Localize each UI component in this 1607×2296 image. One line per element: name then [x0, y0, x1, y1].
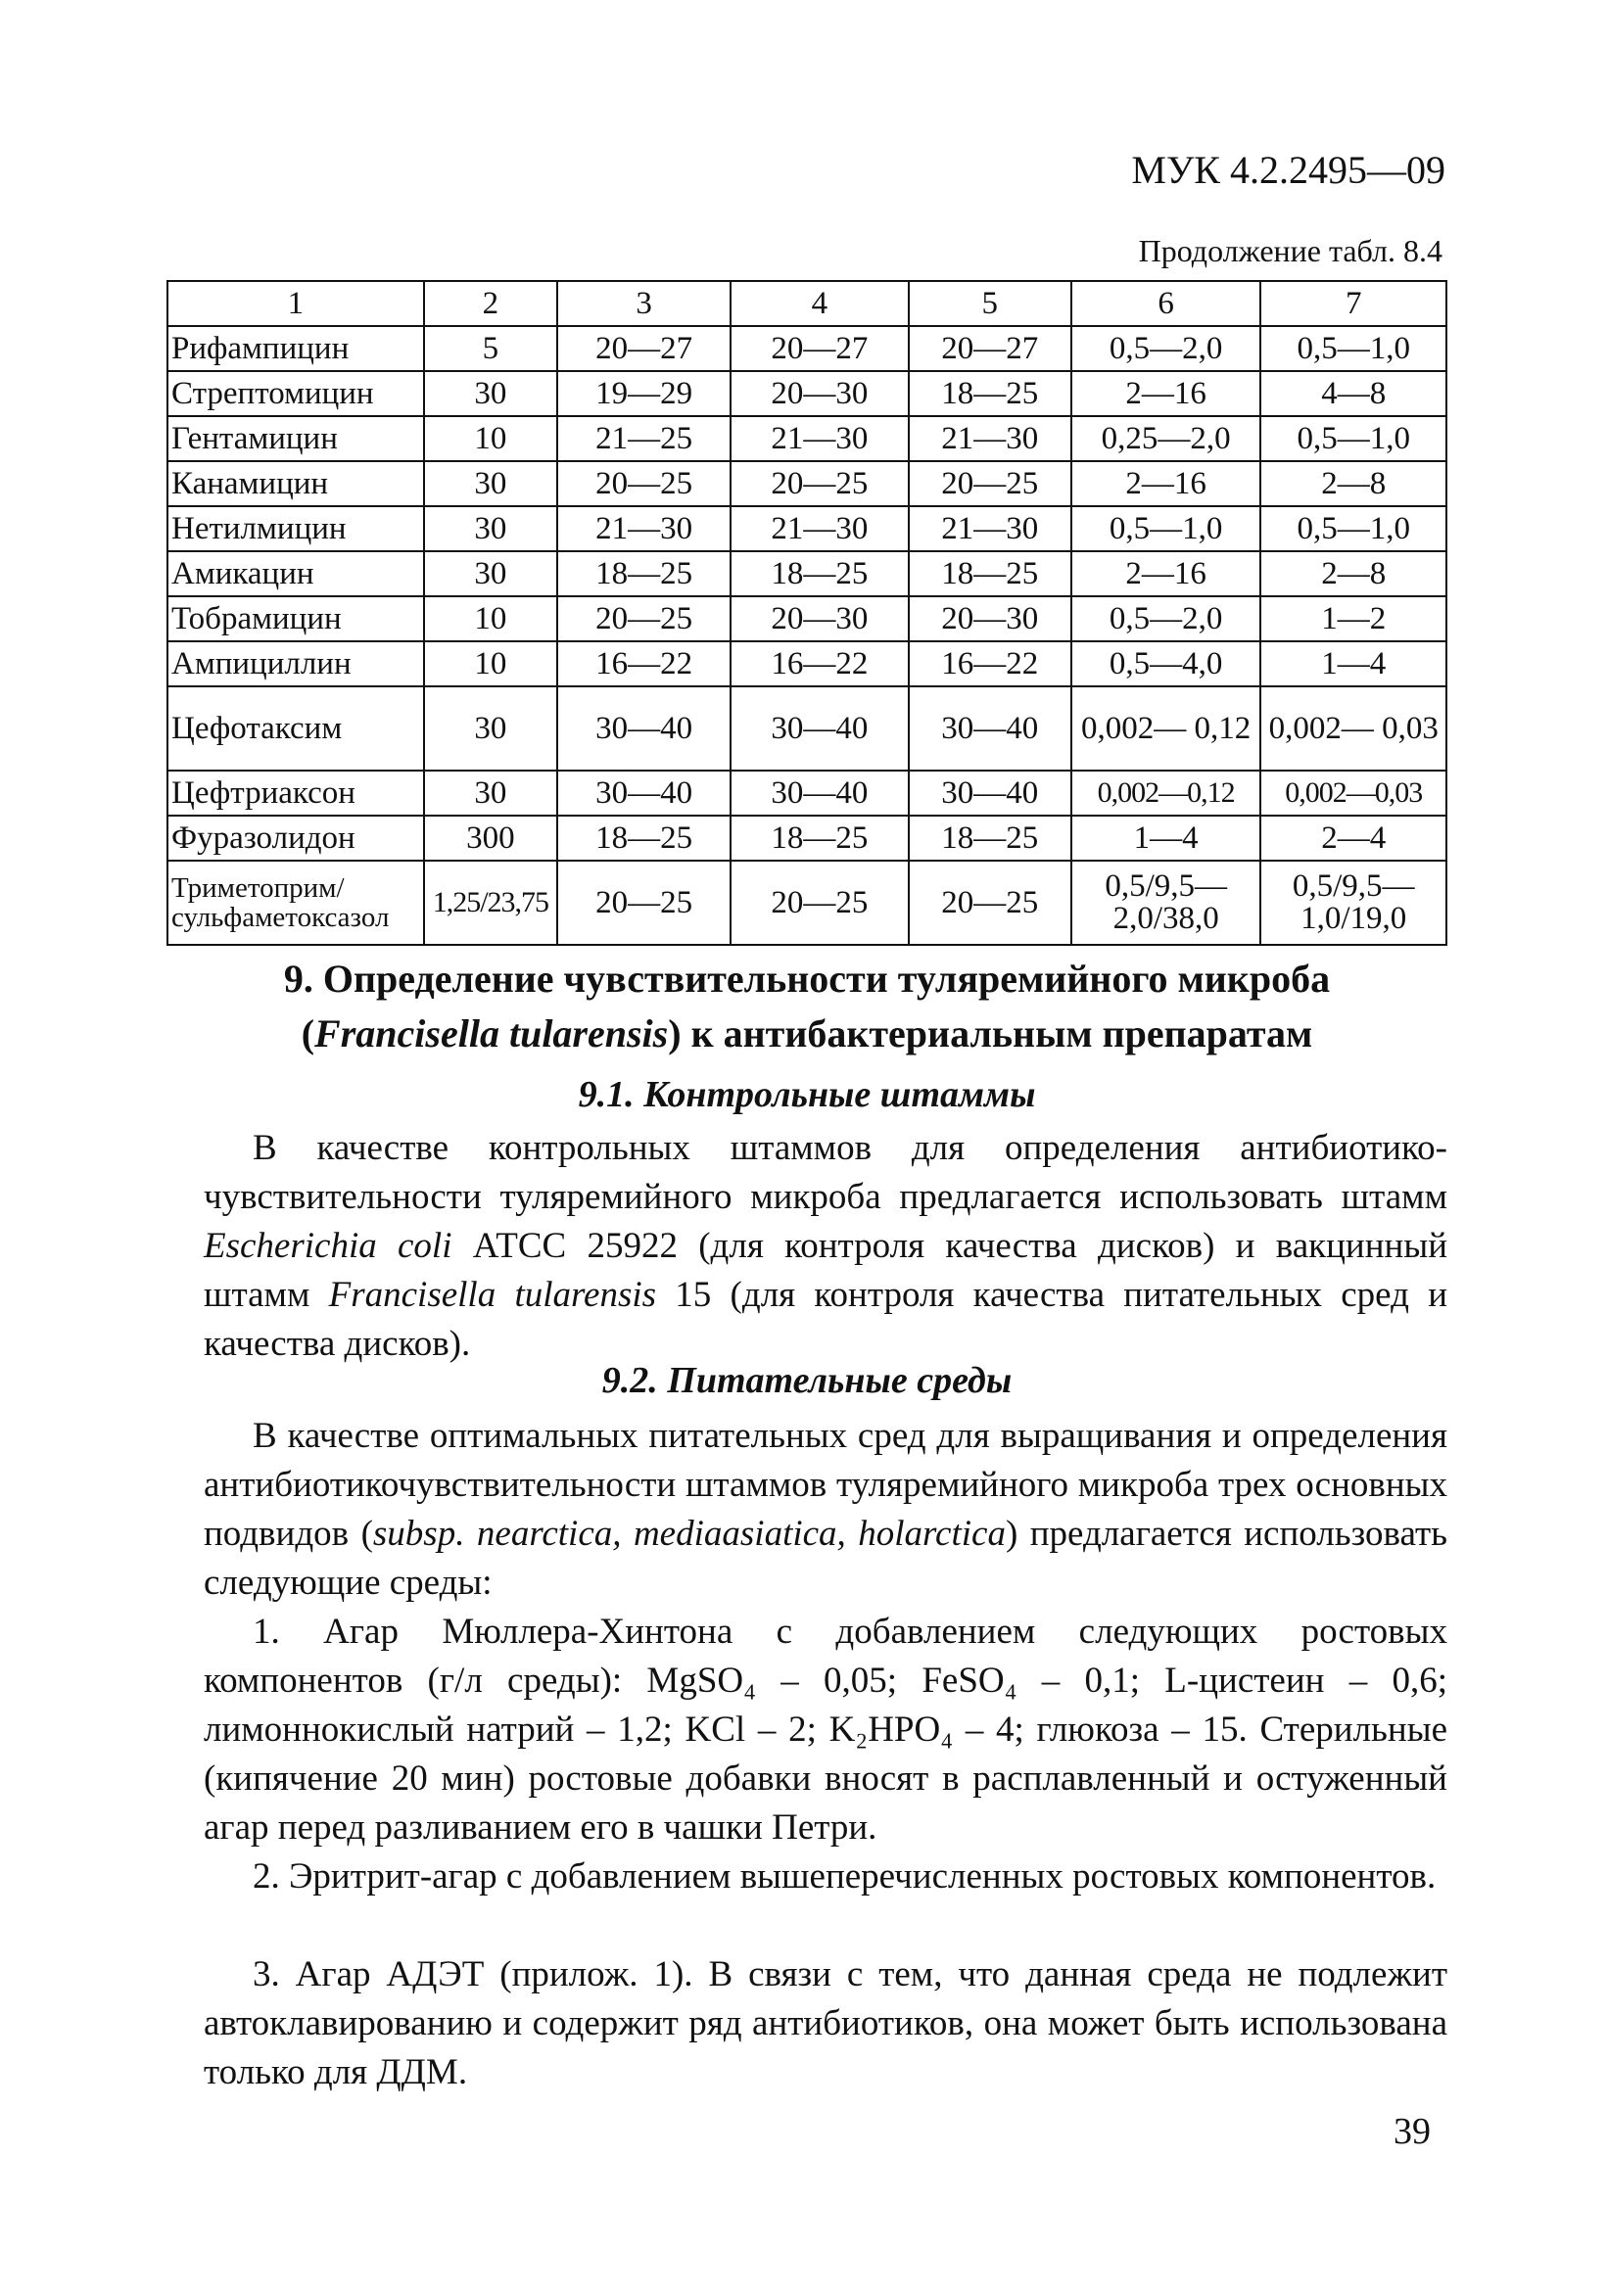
table-cell: 20—27	[731, 326, 908, 371]
table-cell: 0,5—4,0	[1071, 641, 1261, 686]
table-cell: 0,5/9,5— 2,0/38,0	[1071, 861, 1261, 945]
table-cell: 0,5—1,0	[1071, 506, 1261, 551]
table-cell: 20—25	[731, 461, 908, 506]
section-title-line1: 9. Определение чувствительности туляремийного микроба	[283, 957, 1331, 1001]
table-row	[167, 861, 1446, 945]
table-cell: 16—22	[557, 641, 731, 686]
paragraph-medium-2: 2. Эритрит-агар с добавлением вышеперечисленных ростовых компонентов.	[253, 1856, 1437, 1897]
latin-name: subsp. nearctica, mediaasiatica, holarctica	[372, 1514, 1006, 1554]
table-cell: 20—30	[731, 371, 908, 416]
table-cell: 10	[424, 641, 557, 686]
table-cell: 18—25	[731, 551, 908, 596]
table-cell: 0,5—1,0	[1260, 506, 1446, 551]
table-cell: 16—22	[731, 641, 908, 686]
paragraph-control-strains	[204, 1124, 1447, 1369]
table-cell: 0,5—1,0	[1260, 326, 1446, 371]
drug-name-cell: Цефотаксим	[167, 686, 424, 771]
table-cell: 20—27	[909, 326, 1071, 371]
table-cell: 30	[424, 551, 557, 596]
table-cell: 300	[424, 816, 557, 861]
section-title	[166, 952, 1447, 1061]
text-run: ) предлагается использовать следующие среды:	[204, 1514, 1447, 1603]
drug-name-cell: Нетилмицин	[167, 506, 424, 551]
table-row	[167, 816, 1446, 861]
paren-open: (	[301, 1011, 315, 1055]
table-header-cell: 6	[1071, 281, 1261, 326]
drug-name-cell: Стрептомицин	[167, 371, 424, 416]
table-cell: 20—30	[909, 596, 1071, 641]
table-cell: 30	[424, 771, 557, 816]
table-cell: 30—40	[557, 686, 731, 771]
table-cell: 21—30	[557, 506, 731, 551]
table-cell: 20—25	[557, 861, 731, 945]
table-row	[167, 416, 1446, 461]
table-cell: 30	[424, 371, 557, 416]
table-cell: 18—25	[731, 816, 908, 861]
table-cell: 2—16	[1071, 461, 1261, 506]
table-cell: 30	[424, 461, 557, 506]
section-title-rest: ) к антибактериальным препаратам	[668, 1011, 1313, 1055]
table-cell: 30—40	[557, 771, 731, 816]
text-run: В качестве оптимальных питательных сред для выращивания и определения антибиотикочувствительности штаммов туляремийного микроба трех основных подвидов (	[204, 1416, 1447, 1554]
section-title-line2	[166, 1007, 1447, 1061]
table-row	[167, 551, 1446, 596]
drug-name-cell: Канамицин	[167, 461, 424, 506]
table-row	[167, 461, 1446, 506]
table-cell: 20—30	[731, 596, 908, 641]
table-cell: 21—30	[731, 416, 908, 461]
section-title-latin: Francisella tularensis	[314, 1011, 669, 1055]
drug-name-cell: Фуразолидон	[167, 816, 424, 861]
table-cell: 10	[424, 596, 557, 641]
drug-name-cell: Гентамицин	[167, 416, 424, 461]
table-header-cell: 3	[557, 281, 731, 326]
drug-name-cell: Ампициллин	[167, 641, 424, 686]
table-cell: 30	[424, 686, 557, 771]
table-cell: 2—8	[1260, 461, 1446, 506]
text-run: В качестве контрольных штаммов для определения антибиотикочувствительности туляремийного микроба предлагается использовать штамм	[204, 1128, 1447, 1217]
paragraph-media-intro	[204, 1412, 1447, 1608]
table-cell: 0,002— 0,03	[1260, 686, 1446, 771]
drug-name-cell: Триметоприм/ сульфаметоксазол	[167, 861, 424, 945]
drug-name-cell: Тобрамицин	[167, 596, 424, 641]
drug-name-cell: Цефтриаксон	[167, 771, 424, 816]
table-cell: 30—40	[731, 771, 908, 816]
table-cell: 18—25	[909, 371, 1071, 416]
table-cell: 30—40	[909, 771, 1071, 816]
paragraph-medium-1: 1. Агар Мюллера-Хинтона с добавлением следующих ростовых компонентов (г/л среды): MgSO₄ – 0,05; FeSO₄ – 0,1; L-цистеин – 0,6; лимоннокислый натрий – 1,2; KCl – 2; K₂HPO₄ – 4; глюкоза – 15. Стерильные (кипячение 20 мин) ростовые добавки вносят в расплавленный и остуженный агар перед разливанием его в чашки Петри.	[204, 1612, 1447, 1848]
table-row	[167, 686, 1446, 771]
table-cell: 1,25/23,75	[424, 861, 557, 945]
drug-name-cell: Рифампицин	[167, 326, 424, 371]
table-cell: 21—25	[557, 416, 731, 461]
table-row	[167, 771, 1446, 816]
table-cell: 1—2	[1260, 596, 1446, 641]
text-run: АТСС 25922 (для контроля качества дисков) и вакцинный штамм	[204, 1226, 1447, 1315]
table-cell: 2—16	[1071, 371, 1261, 416]
table-header-cell: 5	[909, 281, 1071, 326]
table-cell: 18—25	[557, 816, 731, 861]
table-cell: 0,002—0,03	[1260, 771, 1446, 816]
table-cell: 2—8	[1260, 551, 1446, 596]
table-cell: 0,5—2,0	[1071, 326, 1261, 371]
table-cell: 18—25	[909, 816, 1071, 861]
table-cell: 20—25	[909, 461, 1071, 506]
table-row	[167, 371, 1446, 416]
table-cell: 21—30	[731, 506, 908, 551]
table-row	[167, 326, 1446, 371]
table-cell: 20—25	[909, 861, 1071, 945]
table-cell: 30—40	[909, 686, 1071, 771]
subsection-title-9-1: 9.1. Контрольные штаммы	[578, 1074, 1036, 1115]
subsection-title-9-2: 9.2. Питательные среды	[601, 1360, 1013, 1401]
table-cell: 0,5/9,5— 1,0/19,0	[1260, 861, 1446, 945]
table-row	[167, 641, 1446, 686]
table-header-row	[167, 281, 1446, 326]
document-code: МУК 4.2.2495—09	[1131, 148, 1445, 192]
table-cell: 2—16	[1071, 551, 1261, 596]
table-cell: 21—30	[909, 416, 1071, 461]
table-cell: 30—40	[731, 686, 908, 771]
table-cell: 20—25	[731, 861, 908, 945]
table-cell: 16—22	[909, 641, 1071, 686]
table-cell: 5	[424, 326, 557, 371]
table-cell: 21—30	[909, 506, 1071, 551]
drug-name-cell: Амикацин	[167, 551, 424, 596]
latin-name: Escherichia coli	[204, 1226, 452, 1266]
page-number: 39	[1394, 2111, 1431, 2152]
table-cell: 0,25—2,0	[1071, 416, 1261, 461]
table-cell: 0,002—0,12	[1071, 771, 1261, 816]
table-cell: 4—8	[1260, 371, 1446, 416]
latin-name: Francisella tularensis	[328, 1275, 657, 1315]
table-cell: 30	[424, 506, 557, 551]
paragraph-medium-3: 3. Агар АДЭТ (прилож. 1). В связи с тем, что данная среда не подлежит автоклавированию и содержит ряд антибиотиков, она может быть использована только для ДДМ.	[204, 1954, 1447, 2092]
table-row	[167, 506, 1446, 551]
antibiotic-table	[166, 280, 1447, 946]
table-cell: 20—25	[557, 461, 731, 506]
table-caption: Продолжение табл. 8.4	[1138, 233, 1442, 268]
table-cell: 18—25	[909, 551, 1071, 596]
text-run: 15 (для контроля качества питательных сред и качества дисков).	[204, 1275, 1447, 1364]
table-cell: 0,002— 0,12	[1071, 686, 1261, 771]
table-row	[167, 596, 1446, 641]
table-cell: 0,5—2,0	[1071, 596, 1261, 641]
table-cell: 20—27	[557, 326, 731, 371]
table-cell: 1—4	[1260, 641, 1446, 686]
table-header-cell: 2	[424, 281, 557, 326]
table-cell: 10	[424, 416, 557, 461]
table-cell: 2—4	[1260, 816, 1446, 861]
table-cell: 20—25	[557, 596, 731, 641]
table-cell: 0,5—1,0	[1260, 416, 1446, 461]
table-header-cell: 7	[1260, 281, 1446, 326]
table-cell: 1—4	[1071, 816, 1261, 861]
table-cell: 19—29	[557, 371, 731, 416]
table-header-cell: 4	[731, 281, 908, 326]
table-header-cell: 1	[167, 281, 424, 326]
table-cell: 18—25	[557, 551, 731, 596]
